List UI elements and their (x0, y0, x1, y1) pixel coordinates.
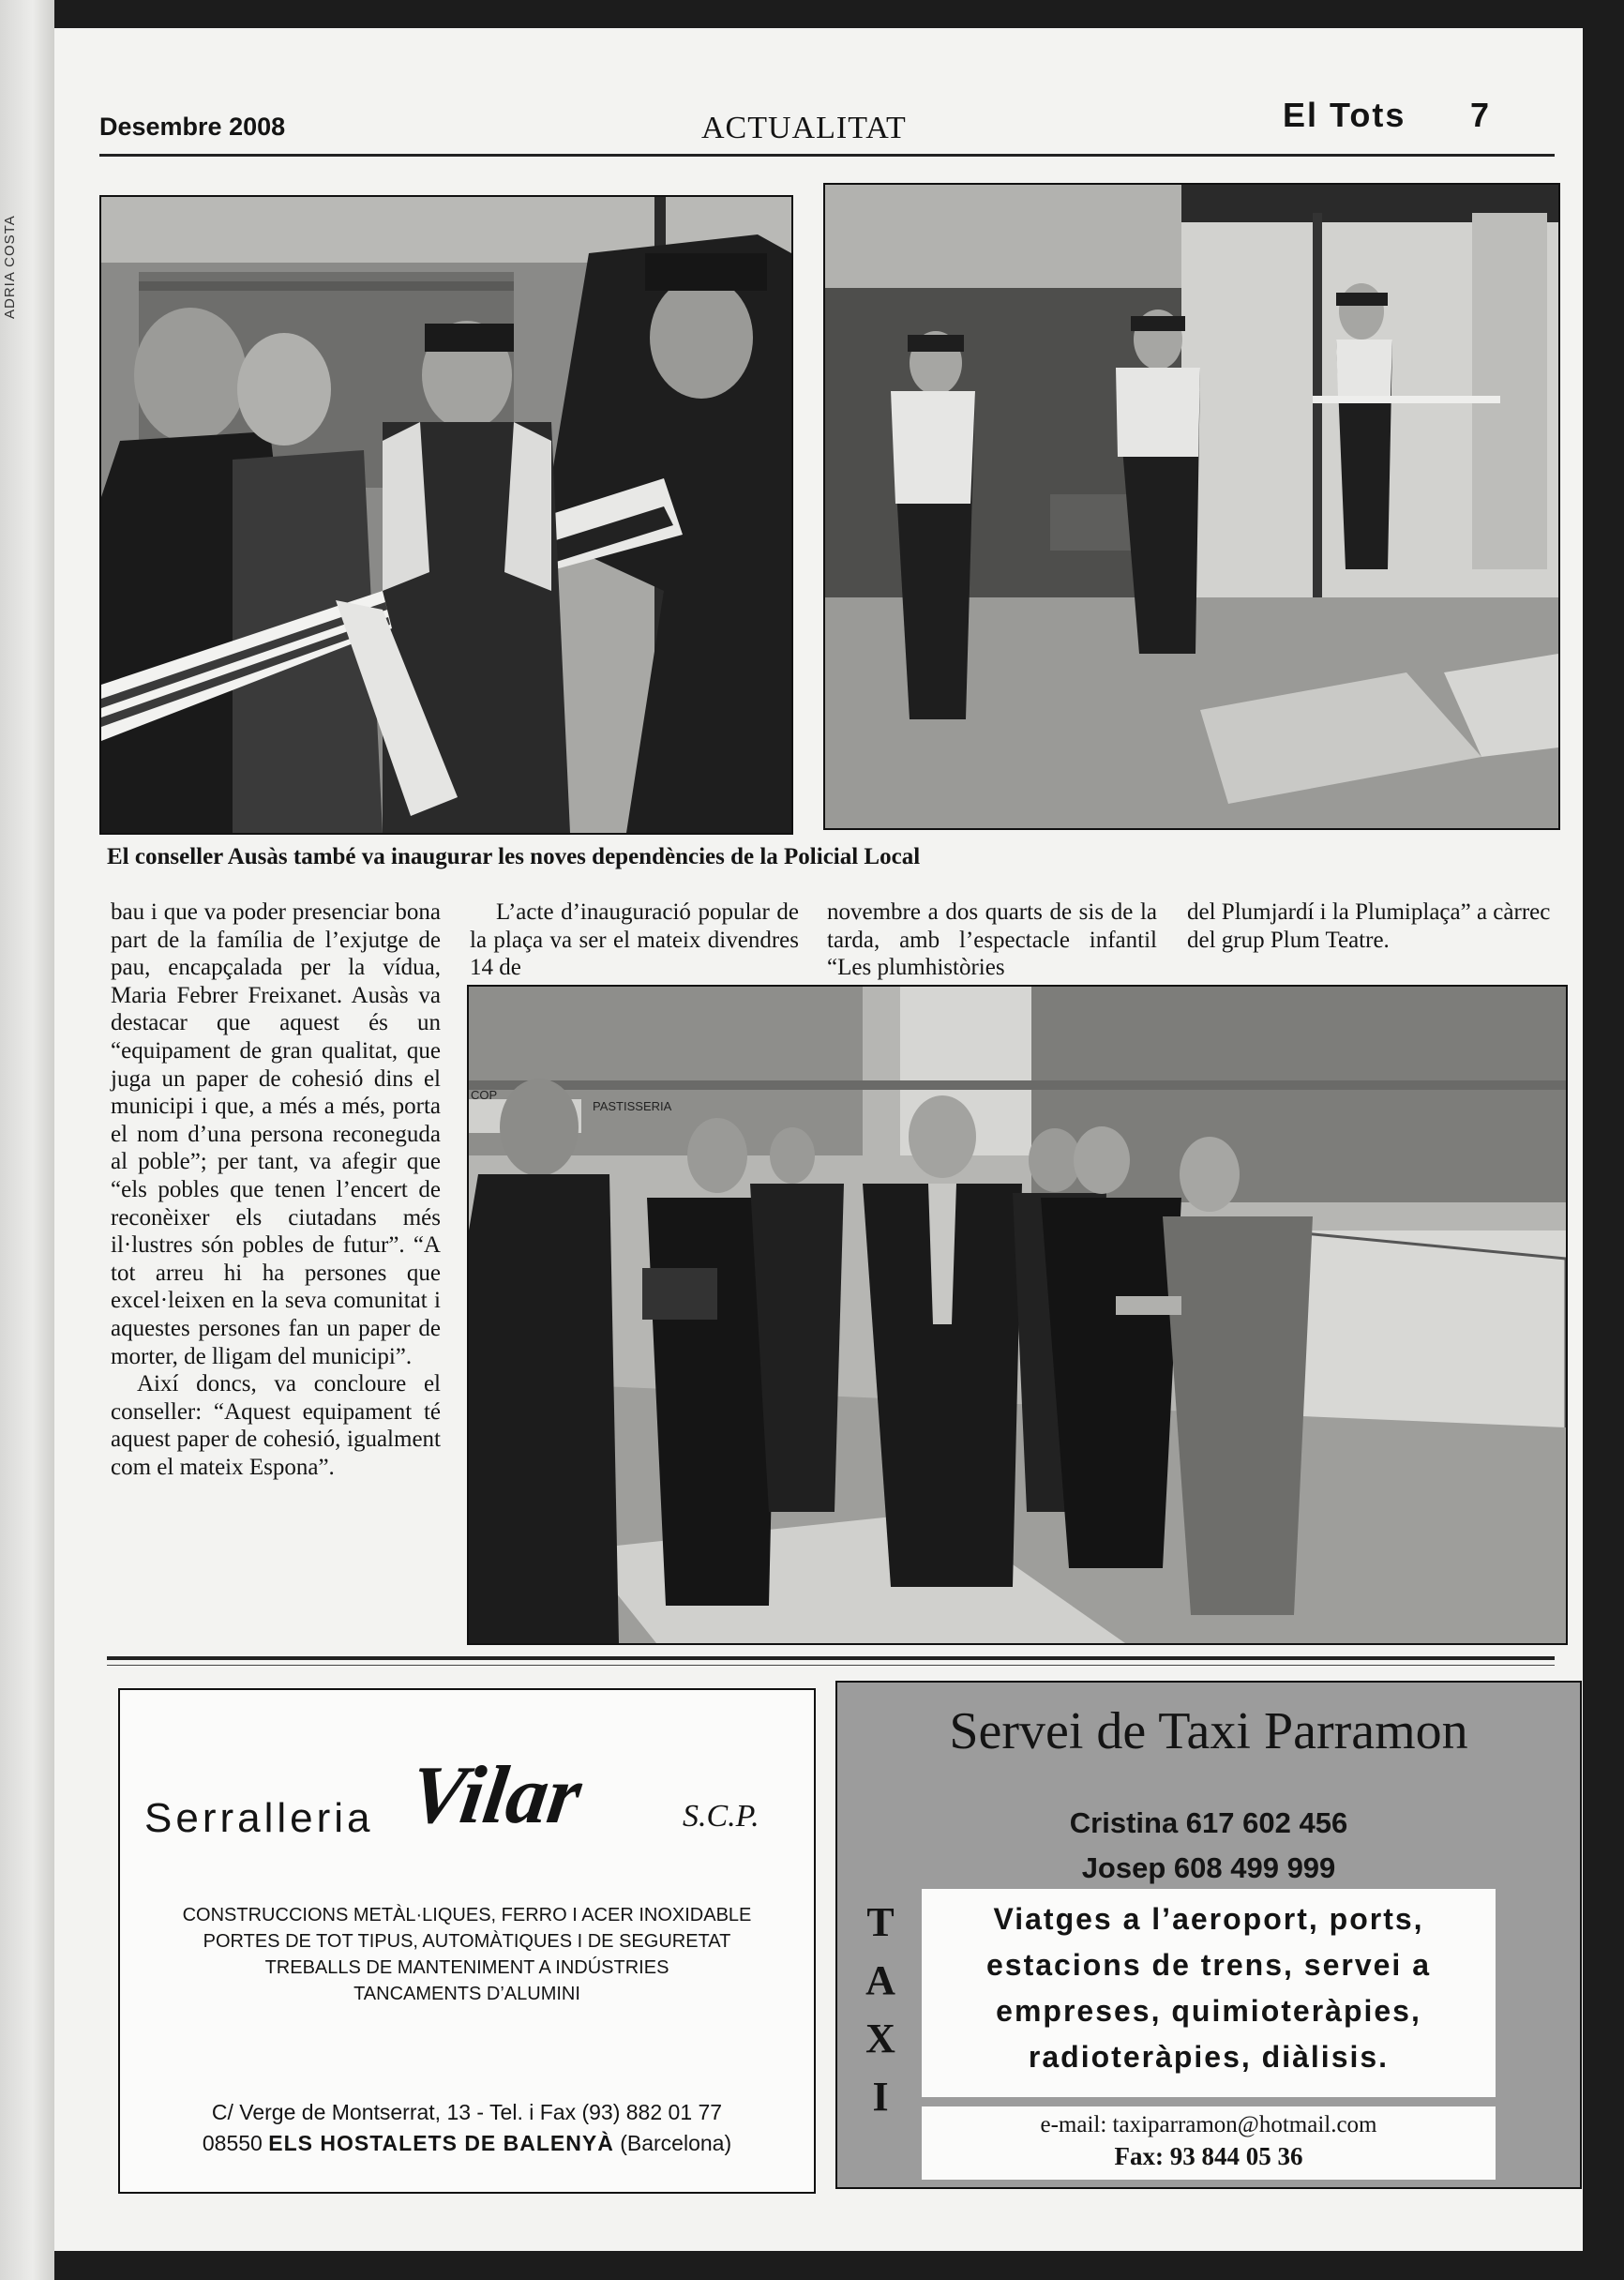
ad-address (139, 2097, 795, 2159)
ad-company-name: Serralleria (144, 1795, 374, 1841)
article-paragraph: bau i que va poder presenciar bona part de la família de l’exjutge de pau, encapçalada per la vídua, Maria Febrer Freixanet. Ausàs va destacar que aquest és un “equipament de gran qualitat, que juga un paper de cohesió dins el municipi i que, a més a més, porta el nom d’una persona reconeguda al poble”; per tant, va afegir que “els pobles que tenen l’encert de reconèixer els ciutadans més il·lustres són pobles de futur”. “A tot arreu hi ha persones que excel·leixen en la seva comunitat i aquestes persones fan un paper de morter, de lligam del municipi”. (111, 899, 441, 1369)
article-column-4 (1187, 898, 1556, 954)
taxi-fax: Fax: 93 844 05 36 (1114, 2142, 1303, 2170)
taxi-vertical-word (862, 1894, 899, 2126)
corner-sign: COP (471, 1088, 498, 1102)
taxi-letter: X (865, 2016, 895, 2061)
article-column-2 (470, 898, 799, 982)
ad-taxi-title: Servei de Taxi Parramon (949, 1702, 1468, 1760)
service-line: TANCAMENTS D’ALUMINI (353, 1984, 580, 2004)
town: ELS HOSTALETS DE BALENYÀ (268, 2131, 614, 2155)
service-line: empreses, quimioteràpies, (996, 1994, 1421, 2028)
section-rule (107, 1656, 1555, 1660)
service-line: estacions de trens, servei a (986, 1948, 1431, 1982)
service-line: CONSTRUCCIONS METÀL·LIQUES, FERRO I ACER INOXIDABLE (182, 1905, 752, 1925)
page-number: 7 (1470, 96, 1490, 134)
taxi-contact-box (922, 2106, 1496, 2180)
address-line: C/ Verge de Montserrat, 13 - Tel. i Fax (93) 882 01 77 (211, 2100, 723, 2124)
photo-street-officials (467, 985, 1568, 1645)
taxi-letter: A (865, 1957, 895, 2003)
photo-police-station (823, 183, 1560, 830)
article-paragraph: L’acte d’inauguració popular de la plaça va ser el mateix divendres 14 de (470, 899, 799, 981)
ad-serralleria-vilar (118, 1688, 816, 2194)
page-spine (0, 0, 54, 2280)
shop-sign: PASTISSERIA (593, 1099, 672, 1113)
newspaper-page (54, 28, 1583, 2251)
ad-services (139, 1902, 795, 2007)
service-line: radioteràpies, diàlisis. (1028, 2040, 1390, 2074)
issue-date: Desembre 2008 (99, 113, 286, 141)
service-line: Viatges a l’aeroport, ports, (993, 1902, 1424, 1936)
address-line-2 (139, 2128, 795, 2159)
photo-credit: ADRIA COSTA (2, 215, 18, 319)
publication-name: El Tots (1283, 96, 1406, 134)
article-paragraph: del Plumjardí i la Plumiplaça” a càrrec del grup Plum Teatre. (1187, 899, 1551, 953)
taxi-email: e-mail: taxiparramon@hotmail.com (1040, 2112, 1377, 2137)
postcode: 08550 (202, 2131, 263, 2155)
company-suffix: S.C.P. (683, 1799, 759, 1834)
ad-taxi-parramon (835, 1681, 1582, 2189)
header-rule (99, 154, 1555, 157)
phone-josep: Josep 608 499 999 (1081, 1851, 1336, 1884)
section-title: ACTUALITAT (701, 111, 907, 145)
article-paragraph: Així doncs, va concloure el conseller: “Aquest equipament té aquest paper de cohesió, igualment com el mateix Espona”. (111, 1371, 441, 1480)
article-paragraph: novembre a dos quarts de sis de la tarda, amb l’espectacle infantil “Les plumhistòries (827, 899, 1157, 981)
region: (Barcelona) (620, 2131, 732, 2155)
section-rule-thin (107, 1665, 1555, 1666)
service-line: TREBALLS DE MANTENIMENT A INDÚSTRIES (264, 1957, 669, 1978)
vilar-logo: Vilar (404, 1750, 587, 1841)
taxi-letter: T (866, 1899, 895, 1945)
taxi-services-box (922, 1889, 1496, 2097)
phone-cristina: Cristina 617 602 456 (1069, 1806, 1348, 1839)
article-column-3 (827, 898, 1157, 982)
taxi-letter: I (872, 2074, 889, 2120)
taxi-services (922, 1896, 1496, 2080)
photo-ribbon-cutting (99, 195, 793, 835)
article-column-1 (111, 898, 441, 1481)
service-line: PORTES DE TOT TIPUS, AUTOMÀTIQUES I DE SEGURETAT (203, 1931, 731, 1952)
photo-caption: El conseller Ausàs també va inaugurar les noves dependències de la Policial Local (107, 844, 921, 869)
